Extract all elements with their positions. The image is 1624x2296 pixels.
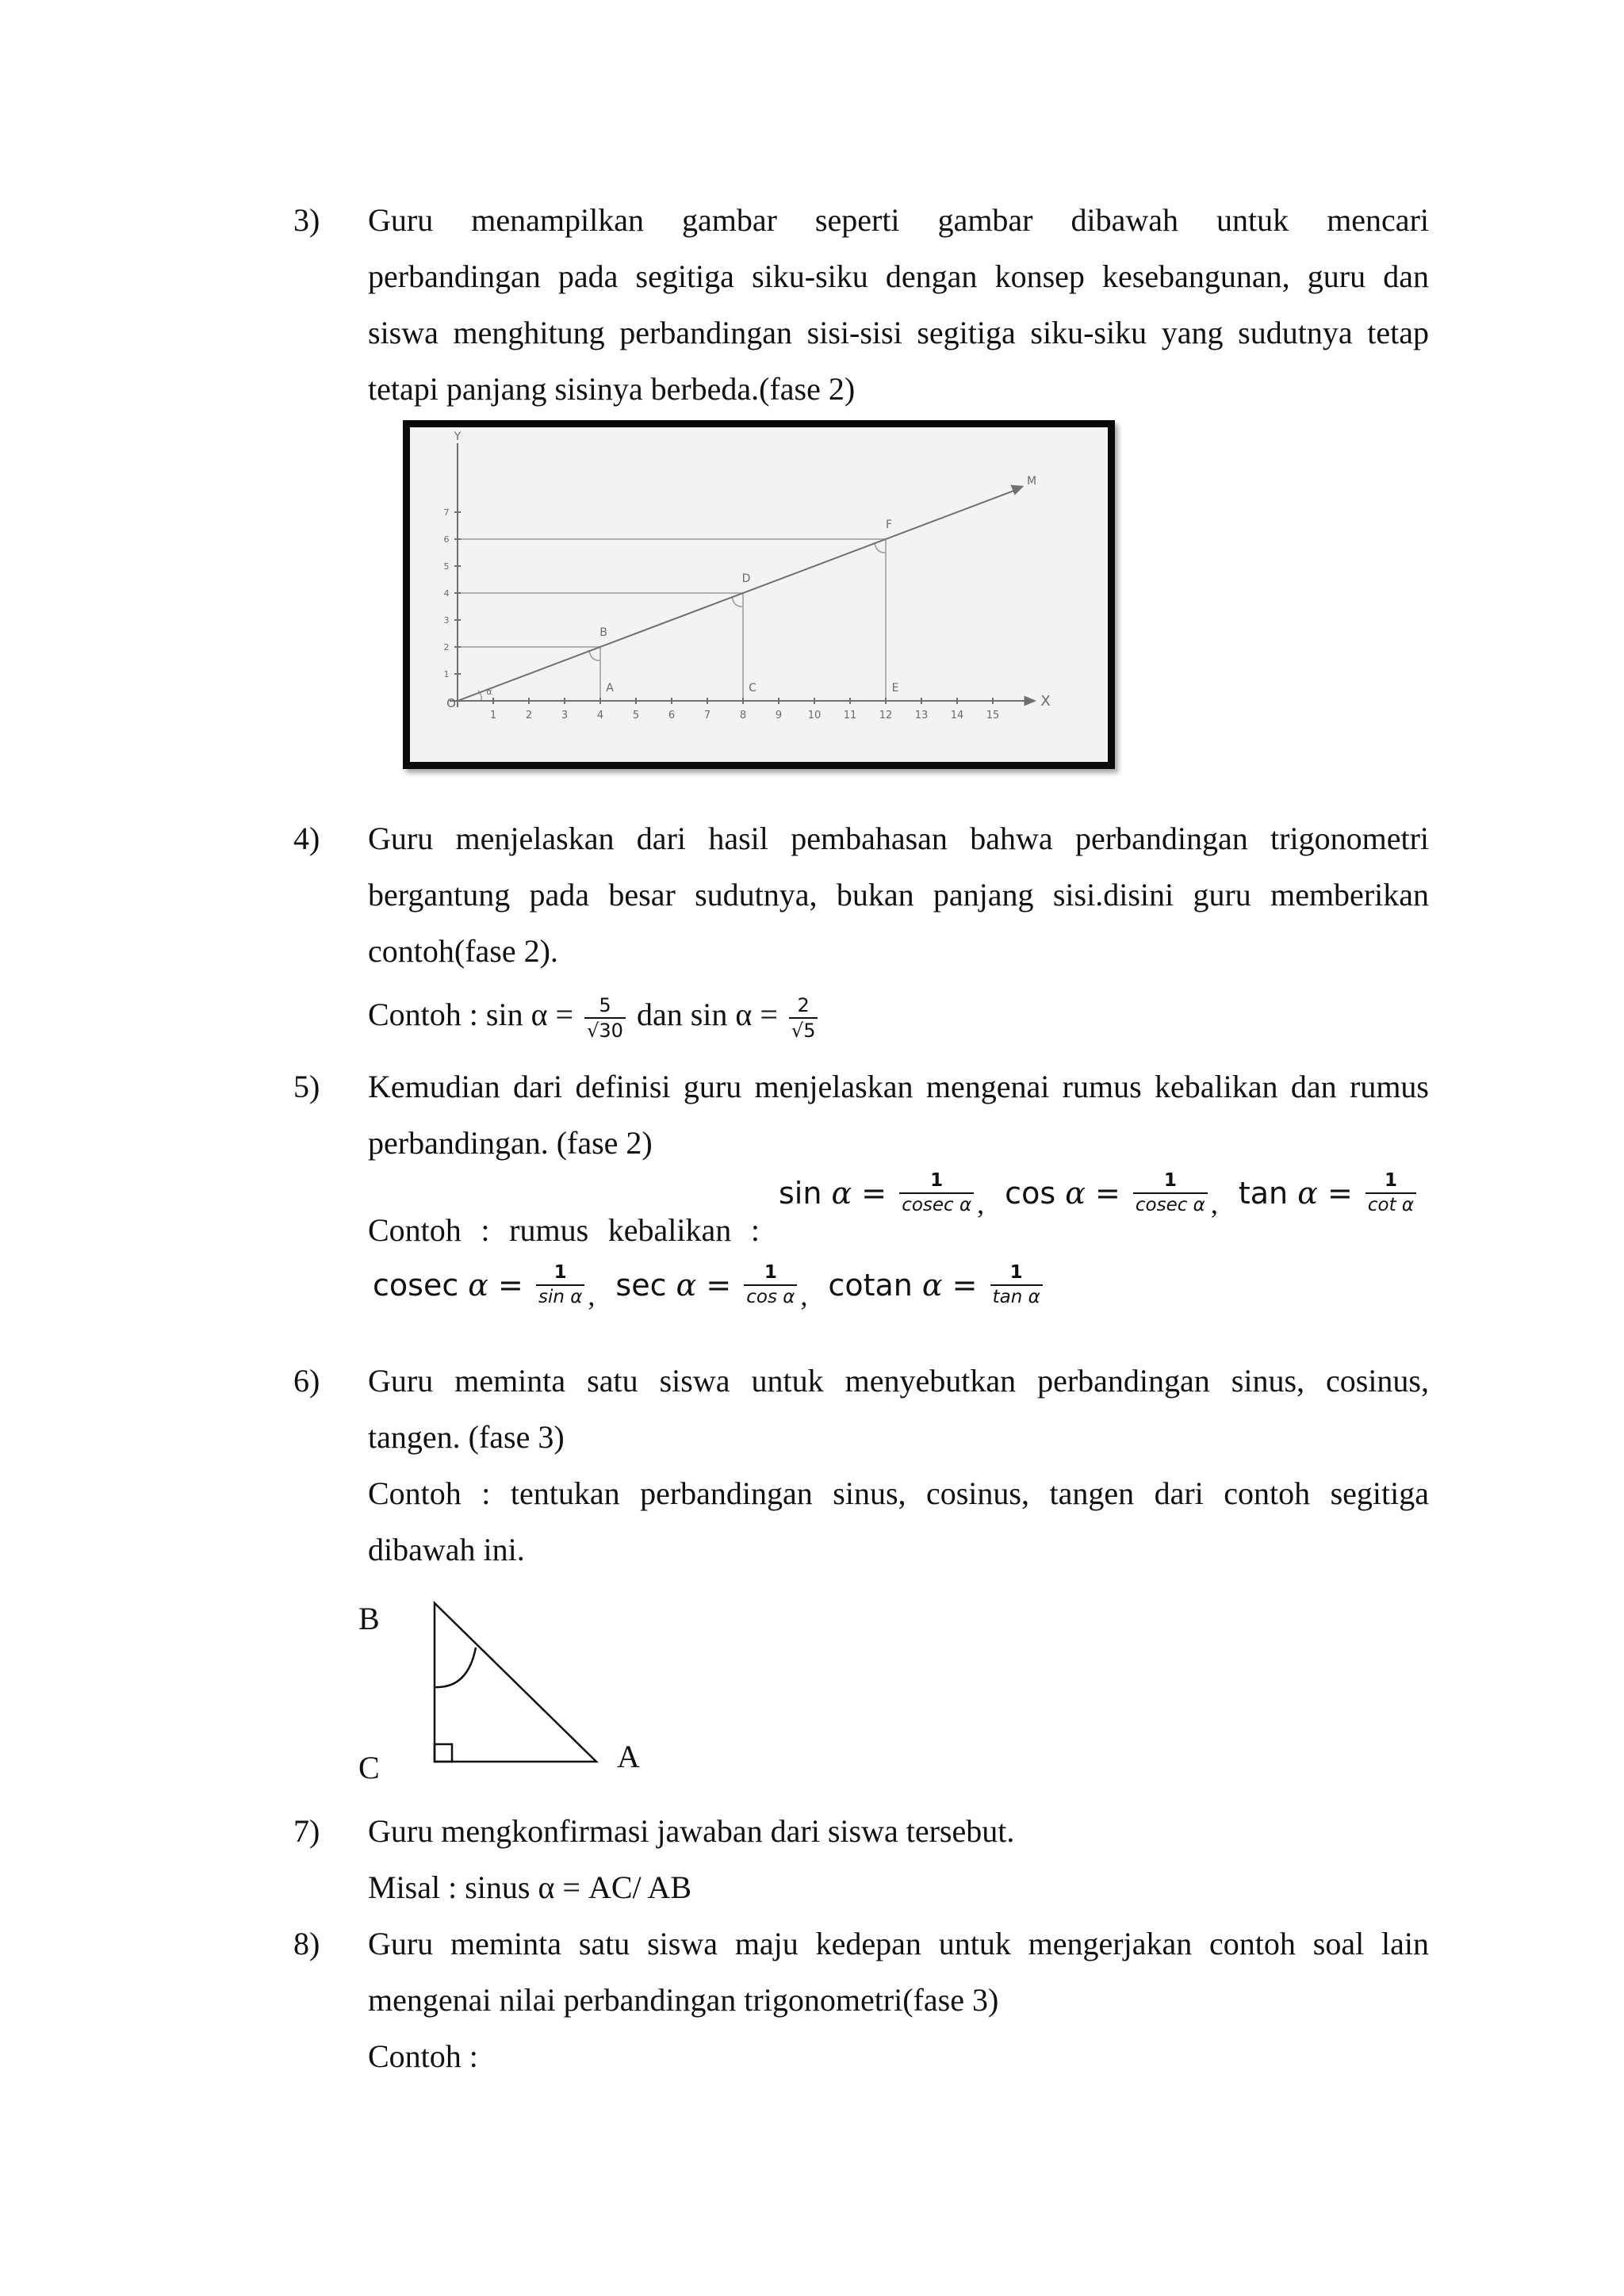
triangle-label-a: A <box>617 1739 640 1774</box>
x-tick-label-6: 6 <box>668 710 676 721</box>
x-axis-arrow <box>1025 697 1035 705</box>
example-mid: dan sin α = <box>636 997 778 1032</box>
item-4-example <box>368 987 1429 1043</box>
item-3-line-3: siswa menghitung perbandingan sisi-sisi segitiga siku-siku yang sudutnya tetap <box>368 315 1429 350</box>
point-label-B: B <box>599 626 607 639</box>
formula-lhs-cos: cos α = <box>1005 1176 1130 1211</box>
formula-fraction-cotan: $\frac{1}{\text{tan α}}$ <box>990 1264 1043 1307</box>
x-tick-label-2: 2 <box>525 710 533 721</box>
item-number-8: 8) <box>293 1926 320 1961</box>
item-5-example-label: Contoh : rumus kebalikan : <box>368 1212 760 1248</box>
similar-triangles-figure <box>403 420 1115 769</box>
formula-fraction-sec: $\frac{1}{\text{cos α}}$ <box>744 1264 797 1307</box>
formula-separator: , <box>977 1187 985 1219</box>
x-tick-label-5: 5 <box>632 710 640 721</box>
item-4-line-1: Guru menjelaskan dari hasil pembahasan bahwa perbandingan trigonometri <box>368 821 1429 856</box>
ray-om <box>458 491 1014 701</box>
reciprocal-formulas-row-2 <box>373 1264 1052 1310</box>
x-tick-label-10: 10 <box>807 710 822 721</box>
item-4-line-2: bergantung pada besar sudutnya, bukan panjang sisi.disini guru memberikan <box>368 877 1429 913</box>
x-tick-label-12: 12 <box>879 710 893 721</box>
x-tick-label-7: 7 <box>703 710 711 721</box>
coordinate-graph <box>410 427 1108 762</box>
point-label-F: F <box>885 519 893 531</box>
formula-separator: , <box>1210 1187 1218 1219</box>
origin-label: O <box>446 696 456 710</box>
item-6-line-2: tangen. (fase 3) <box>368 1419 565 1455</box>
item-4-line-3: contoh(fase 2). <box>368 933 558 969</box>
point-label-D: D <box>741 572 751 585</box>
x-tick-label-15: 15 <box>986 710 1000 721</box>
point-label-E: E <box>891 682 899 695</box>
x-tick-label-9: 9 <box>775 710 783 721</box>
angle-mark-D <box>732 596 743 607</box>
angle-mark-B <box>589 650 600 660</box>
item-3-line-4: tetapi panjang sisinya berbeda.(fase 2) <box>368 371 856 407</box>
item-8-line-3: Contoh : <box>368 2038 478 2074</box>
item-3-line-1: Guru menampilkan gambar seperti gambar dibawah untuk mencari <box>368 202 1429 238</box>
y-tick-label-4: 4 <box>443 588 450 599</box>
x-tick-label-14: 14 <box>950 710 964 721</box>
item-3-line-2: perbandingan pada segitiga siku-siku dengan konsep kesebangunan, guru dan <box>368 258 1429 294</box>
item-number-4: 4) <box>293 821 320 856</box>
ray-label-m: M <box>1026 474 1037 488</box>
item-number-3: 3) <box>293 202 320 238</box>
x-tick-label-13: 13 <box>914 710 929 721</box>
right-triangle-diagram <box>412 1594 603 1776</box>
x-tick-label-1: 1 <box>489 710 497 721</box>
item-5-line-2: perbandingan. (fase 2) <box>368 1125 653 1161</box>
y-tick-label-2: 2 <box>443 642 450 652</box>
item-6-line-3: Contoh : tentukan perbandingan sinus, cosinus, tangen dari contoh segitiga <box>368 1475 1429 1511</box>
triangle-label-b: B <box>358 1601 380 1636</box>
axis-label-x: X <box>1040 693 1051 710</box>
x-tick-label-3: 3 <box>561 710 569 721</box>
y-tick-label-1: 1 <box>443 669 450 679</box>
item-6-line-1: Guru meminta satu siswa untuk menyebutkan perbandingan sinus, cosinus, <box>368 1363 1429 1399</box>
formula-lhs-sec: sec α = <box>615 1268 741 1303</box>
item-6-line-4: dibawah ini. <box>368 1532 525 1567</box>
example-prefix: Contoh : sin α = <box>368 997 574 1032</box>
formula-fraction-sin: $\frac{1}{\text{cosec α}}$ <box>899 1172 974 1215</box>
x-tick-label-11: 11 <box>843 710 857 721</box>
formula-lhs-cotan: cotan α = <box>828 1268 987 1303</box>
item-7-line-1: Guru mengkonfirmasi jawaban dari siswa tersebut. <box>368 1813 1015 1849</box>
formula-lhs-sin: sin α = <box>779 1176 897 1211</box>
y-tick-label-6: 6 <box>443 534 450 545</box>
angle-mark-F <box>875 542 886 553</box>
axis-label-y: Y <box>454 430 462 443</box>
triangle-label-c: C <box>358 1750 380 1785</box>
formula-separator: , <box>800 1279 808 1311</box>
x-tick-label-8: 8 <box>739 710 747 721</box>
item-number-6: 6) <box>293 1363 320 1399</box>
origin-angle-label: α <box>486 687 492 697</box>
formula-lhs-tan: tan α = <box>1238 1176 1362 1211</box>
fraction-5-root30: $\frac{5}{√30}$ <box>584 996 626 1040</box>
formula-fraction-cosec: $\frac{1}{\text{sin α}}$ <box>536 1264 584 1307</box>
y-tick-label-5: 5 <box>443 561 450 572</box>
reciprocal-formulas-row-1 <box>779 1172 1426 1218</box>
formula-fraction-tan: $\frac{1}{\text{cot α}}$ <box>1365 1172 1416 1215</box>
item-number-5: 5) <box>293 1069 320 1104</box>
item-5-line-1: Kemudian dari definisi guru menjelaskan mengenai rumus kebalikan dan rumus <box>368 1069 1429 1104</box>
formula-fraction-cos: $\frac{1}{\text{cosec α}}$ <box>1133 1172 1208 1215</box>
ray-arrow <box>1012 486 1022 494</box>
x-tick-label-4: 4 <box>596 710 604 721</box>
y-tick-label-3: 3 <box>443 615 450 626</box>
formula-separator: , <box>588 1279 596 1311</box>
fraction-2-root5: $\frac{2}{√5}$ <box>789 996 818 1040</box>
y-tick-label-7: 7 <box>443 507 450 518</box>
point-label-C: C <box>749 682 756 695</box>
item-number-7: 7) <box>293 1813 320 1849</box>
item-8-line-1: Guru meminta satu siswa maju kedepan untuk mengerjakan contoh soal lain <box>368 1926 1429 1961</box>
point-label-A: A <box>606 682 614 695</box>
formula-lhs-cosec: cosec α = <box>373 1268 533 1303</box>
item-7-line-2: Misal : sinus α = AC/ AB <box>368 1869 692 1905</box>
item-8-line-2: mengenai nilai perbandingan trigonometri(fase 3) <box>368 1982 999 2018</box>
